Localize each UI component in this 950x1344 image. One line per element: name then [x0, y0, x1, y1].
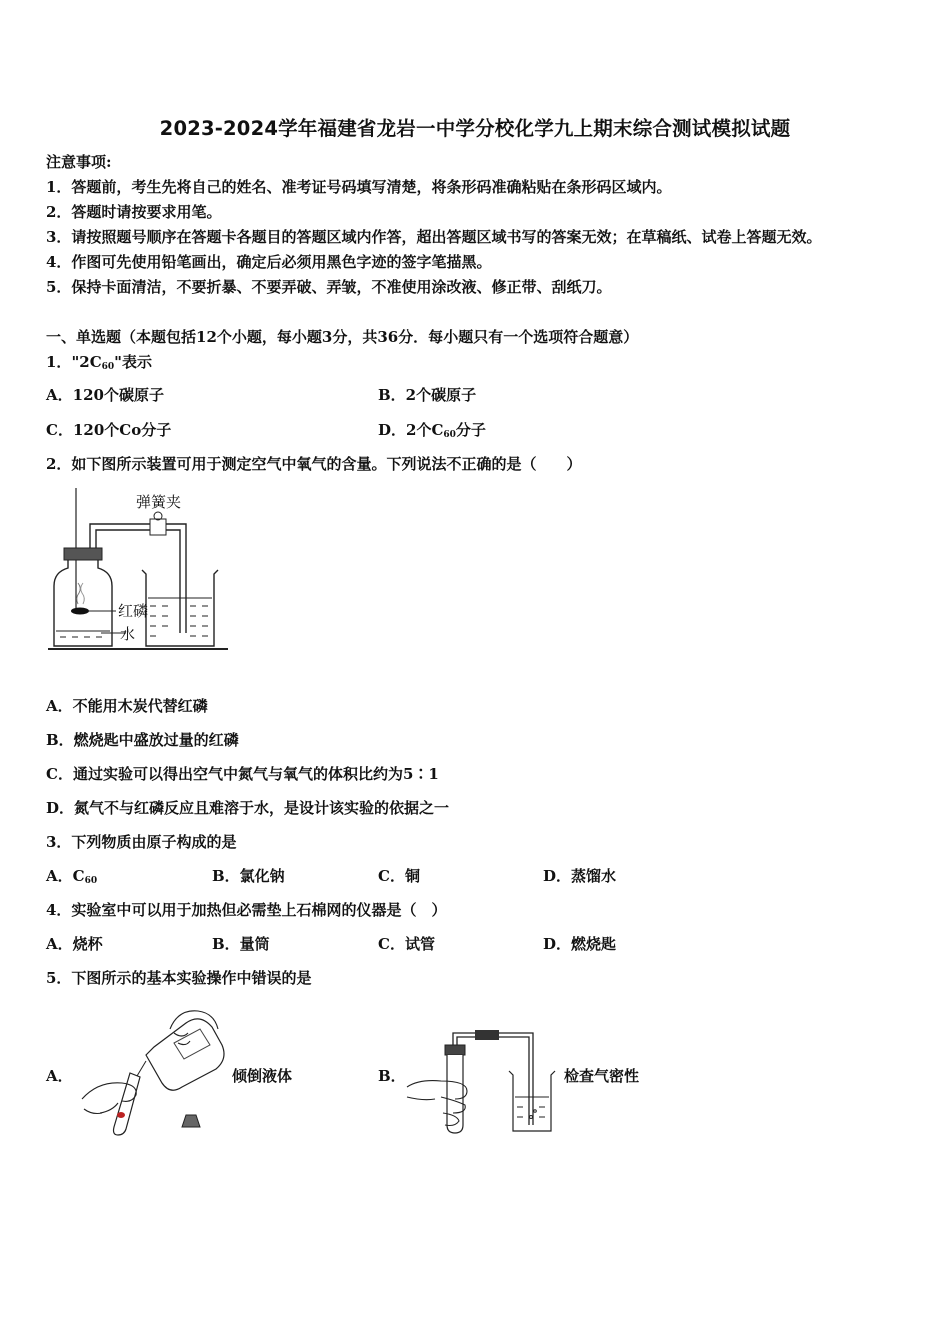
q4-option-c: C．试管 [378, 935, 435, 953]
question-number: 1． [46, 353, 72, 371]
q2-option-c: C．通过实验可以得出空气中氮气与氧气的体积比约为5∶1 [46, 765, 439, 783]
q1-option-a: A．120个碳原子 [46, 386, 164, 404]
water-label: 水 [120, 625, 136, 643]
q4-option-b: B．量筒 [212, 935, 270, 953]
beaker [509, 1071, 555, 1131]
section-heading: 一、单选题（本题包括12个小题，每小题3分，共36分．每小题只有一个选项符合题意） [46, 328, 639, 346]
q5-option-a-letter: A． [46, 1067, 73, 1085]
phosphorus-label: 红磷 [118, 602, 149, 620]
q3-option-d: D．蒸馏水 [543, 867, 617, 885]
q1-option-c: C．120个Co分子 [46, 421, 172, 439]
tube-stopper [445, 1045, 465, 1055]
question-2-stem: 2．如下图所示装置可用于测定空气中氧气的含量。下列说法不正确的是（ ） [46, 455, 582, 473]
pouring-liquid-figure [78, 1003, 228, 1139]
q4-option-a: A．烧杯 [46, 935, 103, 953]
q2-option-a: A．不能用木炭代替红磷 [46, 697, 208, 715]
question-5-stem: 5．下图所示的基本实验操作中错误的是 [46, 969, 312, 987]
q2-option-d: D．氮气不与红磷反应且难溶于水，是设计该实验的依据之一 [46, 799, 450, 817]
page-title: 2023-2024学年福建省龙岩一中学分校化学九上期末综合测试模拟试题 [159, 117, 791, 140]
bottle-stopper [182, 1115, 200, 1127]
notice-item: 5．保持卡面清洁，不要折暴、不要弄破、弄皱，不准使用涂改液、修正带、刮纸刀。 [46, 278, 612, 296]
oxygen-measurement-apparatus [46, 488, 236, 656]
notice-item: 4．作图可先使用铅笔画出，确定后必须用黑色字迹的签字笔描黑。 [46, 253, 492, 271]
airtightness-check-figure [405, 1025, 560, 1137]
q3-option-b: B．氯化钠 [212, 867, 285, 885]
spring-clip [150, 519, 166, 535]
rubber-stopper [64, 548, 102, 560]
q3-option-c: C．铜 [378, 867, 420, 885]
rubber-tubing [475, 1030, 499, 1040]
notice-item: 2．答题时请按要求用笔。 [46, 203, 222, 221]
clip-label: 弹簧夹 [136, 493, 182, 511]
q4-option-d: D．燃烧匙 [543, 935, 617, 953]
q3-option-a: A．$C_{60}$ [46, 867, 98, 886]
question-4-stem: 4．实验室中可以用于加热但必需垫上石棉网的仪器是（ ） [46, 901, 447, 919]
q5-option-b-letter: B． [378, 1067, 406, 1085]
q1-option-d: D．2个$C_{60}$分子 [378, 421, 486, 440]
q5-option-a-label: 倾倒液体 [232, 1067, 293, 1085]
question-1-stem: 1．"$2C_{60}$"表示 [46, 353, 152, 372]
q5-option-b-label: 检查气密性 [564, 1067, 640, 1085]
notice-item: 3．请按照题号顺序在答题卡各题目的答题区域内作答，超出答题区域书写的答案无效；在草稿纸、试卷上答题无效。 [46, 228, 822, 246]
burning-spoon [71, 608, 89, 615]
notice-item: 1．答题前，考生先将自己的姓名、准考证号码填写清楚，将条形码准确粘贴在条形码区域内。 [46, 178, 672, 196]
q2-option-b: B．燃烧匙中盛放过量的红磷 [46, 731, 239, 749]
notice-heading: 注意事项: [46, 153, 112, 171]
test-tube [447, 1055, 463, 1133]
reagent-bottle [146, 1019, 224, 1090]
q1-option-b: B．2个碳原子 [378, 386, 477, 404]
question-3-stem: 3．下列物质由原子构成的是 [46, 833, 237, 851]
